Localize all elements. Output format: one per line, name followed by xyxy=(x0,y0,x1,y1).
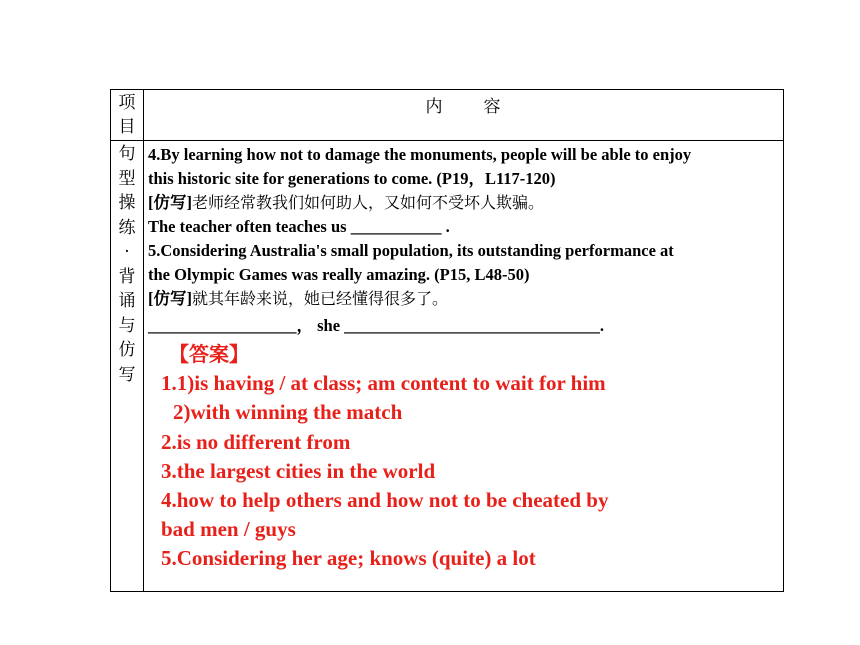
item4-line2: this historic site for generations to come. (P19，L117-120) xyxy=(148,169,556,188)
header-divider xyxy=(111,140,783,141)
item5-line2: the Olympic Games was really amazing. (P15, L48-50) xyxy=(148,265,530,284)
header-char: 项 xyxy=(118,93,136,113)
row-label-char: 仿 xyxy=(118,340,136,360)
row-label-char: 与 xyxy=(118,315,136,336)
header-char: 目 xyxy=(118,117,136,137)
imitate-tag: [仿写] xyxy=(148,289,192,308)
answer-line: bad men / guys xyxy=(161,517,296,542)
answer-section xyxy=(161,340,783,574)
header-char: 容 xyxy=(483,97,502,117)
exercise-table xyxy=(110,89,784,592)
imitate-tag: [仿写] xyxy=(148,193,192,212)
row-label-char: 句 xyxy=(118,144,136,164)
column-divider xyxy=(143,90,144,591)
item4-imitate xyxy=(148,191,783,215)
answer-line: 2.is no different from xyxy=(161,429,351,454)
answer-line: 1.1)is having / at class; am content to wait for him xyxy=(161,371,606,396)
answer-heading: 【答案】 xyxy=(169,342,249,366)
row-label-char: 写 xyxy=(118,364,136,385)
row-label xyxy=(111,141,143,387)
answer-line: 2)with winning the match xyxy=(173,400,403,425)
imitate-chinese: 就其年龄来说，她已经懂得很多了。 xyxy=(192,289,449,308)
item5-imitate xyxy=(148,287,783,311)
exercise-content xyxy=(148,143,783,341)
item4-fill-blank: The teacher often teaches us ___________ . xyxy=(148,217,450,236)
item5-line1: 5.Considering Australia's small population, its outstanding performance at xyxy=(148,241,674,260)
row-label-char: 背 xyxy=(118,266,136,287)
header-char: 内 xyxy=(425,97,444,117)
header-content-column xyxy=(144,90,783,140)
row-label-char: 操 xyxy=(118,193,136,213)
answer-line: 5.Considering her age; knows (quite) a lot xyxy=(161,546,536,571)
answer-line: 3.the largest cities in the world xyxy=(161,458,436,483)
item4-line1: 4.By learning how not to damage the monuments, people will be able to enjoy xyxy=(148,145,692,164)
imitate-chinese: 老师经常教我们如何助人，又如何不受坏人欺骗。 xyxy=(192,193,545,212)
row-label-char: 型 xyxy=(118,168,136,189)
row-label-char: · xyxy=(124,242,130,262)
item5-fill-blank: __________________， she _______________________________. xyxy=(148,316,605,335)
row-label-char: 诵 xyxy=(118,291,136,311)
header-item-column xyxy=(111,90,143,140)
answer-line: 4.how to help others and how not to be cheated by xyxy=(161,488,609,513)
row-label-char: 练 xyxy=(118,217,136,238)
